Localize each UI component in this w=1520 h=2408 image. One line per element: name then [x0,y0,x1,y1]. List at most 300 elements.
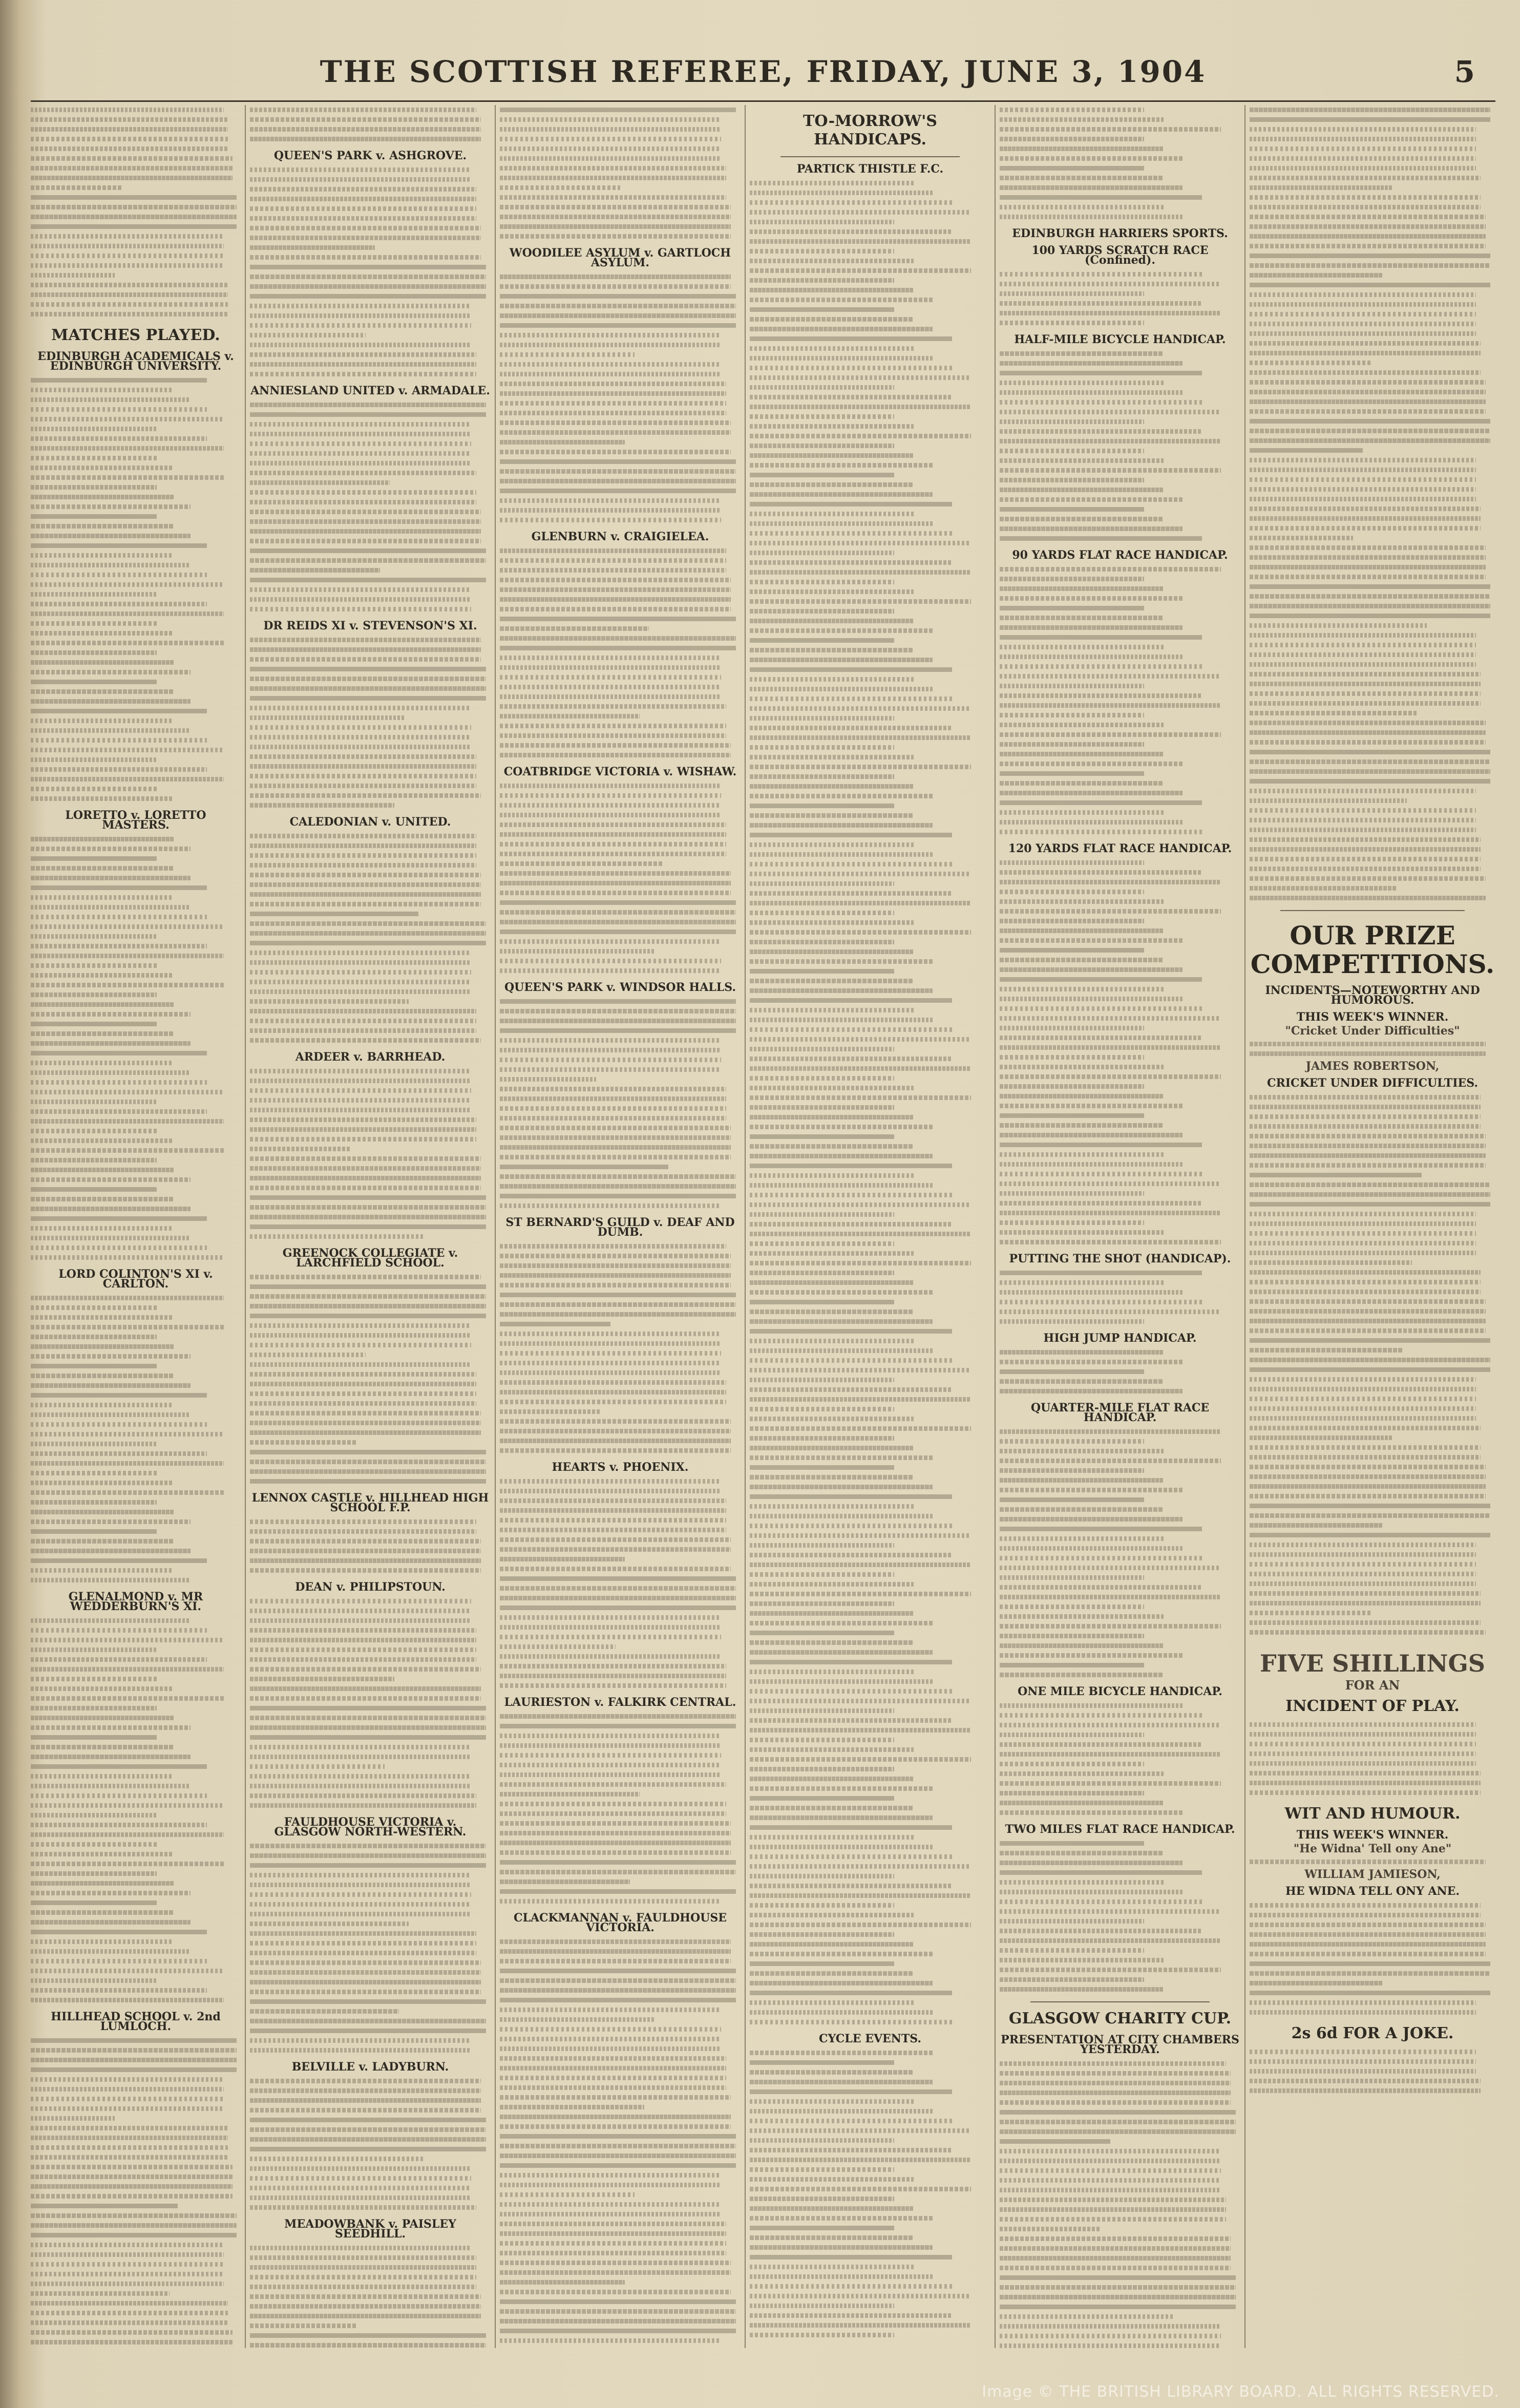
ink-bar [31,670,191,674]
ink-bar [250,2343,486,2348]
ink-bar [250,352,476,357]
ink-bar [31,787,157,791]
illegible-text-line [1000,1189,1240,1198]
ink-bar [1000,390,1183,395]
ink-bar [250,1479,486,1484]
illegible-text-line [1250,446,1495,455]
illegible-text-line [1000,1367,1240,1377]
ink-bar [500,1998,736,2002]
ink-bar [1250,156,1476,161]
illegible-text-line [1250,251,1495,261]
match-heading: QUEEN'S PARK v. WINDSOR HALLS. [504,981,736,994]
illegible-text-line [500,800,741,810]
illegible-text-line [1000,2175,1240,2185]
illegible-text-line [250,1606,491,1616]
illegible-text-line [31,784,241,794]
text-block [500,1937,741,2348]
illegible-text-line [1000,2127,1240,2137]
ink-bar [31,1920,191,1925]
illegible-text-line [250,458,491,468]
illegible-text-line [750,519,990,529]
illegible-text-line [750,402,990,412]
ink-bar [750,1981,933,1985]
ink-bar [250,1941,476,1946]
ink-bar [31,1374,174,1378]
ink-bar [31,1539,174,1544]
ink-bar [750,1806,914,1810]
illegible-text-line [250,272,491,282]
illegible-text-line [1000,358,1240,368]
ink-bar [750,210,971,215]
ink-bar [1000,2324,1221,2329]
illegible-text-line [1000,798,1240,808]
ink-bar [250,2304,481,2309]
ink-bar [1000,1546,1183,1551]
ink-bar [1000,1026,1144,1030]
illegible-text-line [31,395,241,405]
illegible-text-line [500,369,741,379]
ink-bar [1000,791,1183,795]
illegible-text-line [1000,926,1240,936]
illegible-text-line [500,1496,741,1506]
ink-bar [250,1166,481,1171]
illegible-text-line [750,567,990,577]
ink-bar [250,1019,476,1023]
illegible-text-line [750,509,990,519]
illegible-text-line [500,2024,741,2034]
ink-bar [250,568,380,573]
ink-bar [750,1747,914,1752]
illegible-text-line [250,1379,491,1389]
ink-bar [250,754,476,759]
illegible-text-line [250,752,491,762]
ink-bar [250,1519,476,1524]
ink-bar [1250,1913,1481,1917]
ink-bar [31,1686,174,1691]
illegible-text-line [500,956,741,966]
illegible-text-line [250,2272,491,2282]
ink-bar [750,453,914,458]
illegible-text-line [1000,193,1240,202]
ink-bar [250,1892,471,1897]
illegible-text-line [1000,1612,1240,1621]
ink-bar [750,288,914,292]
illegible-text-line [31,2221,241,2230]
ink-bar [500,939,721,944]
match-heading: LORETTO v. LORETTO MASTERS. [65,809,206,832]
illegible-text-line [750,1151,990,1161]
illegible-text-line [1000,1660,1240,1670]
illegible-text-line [1250,1209,1495,1219]
illegible-text-line [500,1152,741,1162]
ink-bar [250,2108,481,2113]
winning-title: "Cricket Under Difficulties" [1285,1024,1460,1038]
illegible-text-line [250,713,491,723]
ink-bar [1250,1231,1476,1236]
ink-bar [500,1096,726,1101]
ink-bar [500,156,721,161]
ink-bar [500,968,721,973]
illegible-text-line [500,1731,741,1741]
ink-bar [1250,1591,1481,1596]
illegible-text-line [1250,202,1495,212]
illegible-text-line [1250,757,1495,767]
ink-bar [250,2029,486,2033]
illegible-text-line [1000,2234,1240,2244]
ink-bar [250,343,471,347]
illegible-text-line [500,2287,741,2297]
illegible-text-line [1000,778,1240,788]
ink-bar [500,1615,721,1620]
illegible-text-line [500,2229,741,2238]
illegible-text-line [750,1093,990,1103]
illegible-text-line [31,2211,241,2221]
ink-bar [1250,2088,1481,2093]
ink-bar [500,323,736,328]
illegible-text-line [31,1194,241,1204]
ink-bar [750,2304,894,2308]
ink-bar [1250,1620,1481,1625]
illegible-text-line [31,941,241,951]
ink-bar [250,333,366,337]
illegible-text-line [500,721,741,731]
illegible-text-line [500,408,741,418]
ink-bar [500,1087,726,1091]
ink-bar [1250,1630,1486,1635]
ink-bar [250,490,476,495]
ink-bar [31,2165,233,2169]
ink-bar [250,2098,481,2103]
ink-bar [250,912,418,916]
ink-bar [250,1362,471,1367]
illegible-text-line [31,463,241,473]
ink-bar [500,1683,726,1688]
illegible-text-line [250,2096,491,2105]
illegible-text-line [1250,173,1495,183]
ink-bar [750,784,914,789]
illegible-text-line [31,1985,241,1995]
illegible-text-line [1000,1670,1240,1680]
illegible-text-line [31,1898,241,1908]
illegible-text-line [1000,2137,1240,2146]
illegible-text-line [500,1084,741,1094]
illegible-text-line [750,2165,990,2174]
ink-bar [750,1319,933,1324]
ink-bar [500,1028,736,1033]
illegible-text-line [750,1073,990,1083]
illegible-text-line [750,2077,990,2087]
illegible-text-line [31,1791,241,1801]
ink-bar [750,492,933,497]
illegible-text-line [500,937,741,946]
illegible-text-line [500,2258,741,2268]
illegible-text-line [500,231,741,241]
ink-bar [1250,2079,1481,2083]
ink-bar [750,765,971,769]
illegible-text-line [1000,681,1240,691]
illegible-text-line [1250,1472,1495,1482]
illegible-text-line [500,2141,741,2151]
illegible-text-line [250,233,491,243]
ink-bar [500,391,726,396]
illegible-text-line [500,781,741,791]
illegible-text-line [750,966,990,976]
illegible-text-line [500,1339,741,1348]
illegible-text-line [1000,1582,1240,1592]
ink-bar [750,1494,952,1499]
ink-bar [500,1448,731,1453]
illegible-text-line [1000,1514,1240,1524]
ink-bar [500,1203,721,1208]
illegible-text-line [31,1223,241,1233]
illegible-text-line [1000,1111,1240,1121]
ink-bar [250,989,471,994]
illegible-text-line [31,667,241,677]
illegible-text-line [750,314,990,324]
ink-bar [1250,789,1476,793]
illegible-text-line [750,636,990,645]
ink-bar [1250,623,1427,628]
ink-bar [500,382,726,386]
ink-bar [31,1628,207,1633]
ink-bar [250,1391,476,1396]
illegible-text-line [1250,1238,1495,1248]
ink-bar [250,1137,476,1142]
illegible-text-line [31,1146,241,1155]
ink-bar [1000,800,1202,805]
ink-bar [500,1606,736,1610]
ink-bar [250,2157,423,2161]
illegible-text-line [1250,815,1495,825]
ink-bar [500,518,721,522]
illegible-text-line [750,791,990,801]
illegible-text-line [1000,1228,1240,1237]
illegible-text-line [750,2204,990,2213]
illegible-text-line [1250,261,1495,270]
ink-bar [750,1757,971,1762]
ink-bar [1000,1527,1202,1531]
ink-bar [1250,477,1476,482]
ink-bar [500,2192,635,2197]
ink-bar [1250,1251,1476,1255]
illegible-text-line [750,1395,990,1404]
illegible-text-line [500,1045,741,1055]
illegible-text-line [750,1686,990,1696]
illegible-text-line [500,1681,741,1691]
illegible-text-line [500,830,741,839]
ink-bar [31,2262,224,2267]
illegible-text-line [250,194,491,204]
ink-bar [250,422,471,427]
illegible-text-line [31,1058,241,1068]
column-rule [495,105,496,2348]
illegible-text-line [1250,562,1495,572]
illegible-text-line [750,1317,990,1326]
illegible-text-line [500,2112,741,2122]
ink-bar [500,1654,721,1659]
ink-bar [1250,652,1476,657]
illegible-text-line [750,353,990,363]
winner-name: JAMES ROBERTSON, [1305,1060,1440,1073]
text-block [250,831,491,1045]
illegible-text-line [500,360,741,369]
illegible-text-line [500,1436,741,1446]
illegible-text-line [250,214,491,223]
illegible-text-line [250,1958,491,1968]
ink-bar [1000,1459,1221,1463]
illegible-text-line [1250,1452,1495,1462]
ink-bar [500,459,736,464]
ink-bar [500,753,731,757]
illegible-text-line [500,457,741,467]
illegible-text-line [1250,416,1495,426]
ink-bar [750,619,914,623]
ink-bar [750,804,894,808]
ink-bar [1250,176,1481,180]
ink-bar [1000,2314,1173,2319]
illegible-text-line [31,434,241,443]
handicap-table [1000,269,1240,328]
illegible-text-line [1250,1569,1495,1579]
illegible-text-line [31,1243,241,1253]
ink-bar [500,1155,731,1159]
illegible-text-line [250,732,491,742]
ink-bar [500,694,721,699]
illegible-text-line [500,810,741,820]
ink-bar [1250,380,1486,385]
ink-bar [500,813,721,817]
illegible-text-line [750,246,990,256]
ink-bar [750,278,894,283]
ink-bar [750,1105,894,1110]
ink-bar [250,587,471,592]
ink-bar [500,558,726,563]
ink-bar [750,2196,894,2201]
illegible-text-line [750,2126,990,2136]
ink-bar [31,1510,174,1514]
illegible-text-line [31,1674,241,1684]
ink-bar [31,1255,224,1260]
ink-bar [750,1202,971,1207]
illegible-text-line [500,1006,741,1016]
ink-bar [1000,567,1221,572]
ink-bar [1250,526,1481,531]
ink-bar [31,1305,157,1310]
ink-bar [31,254,224,258]
illegible-text-line [31,2318,241,2328]
ink-bar [1250,254,1490,258]
ink-bar [31,660,174,665]
illegible-text-line [31,1410,241,1420]
ink-bar [1250,565,1486,569]
ink-bar [1000,1713,1202,1718]
text-block [250,165,491,379]
illegible-text-line [31,1995,241,2005]
ink-bar [500,733,726,738]
illegible-text-line [750,237,990,246]
illegible-text-line [500,173,741,183]
illegible-text-line [500,556,741,565]
ink-bar [500,1009,736,1013]
illegible-text-line [750,1540,990,1550]
illegible-text-line [31,193,241,202]
ink-bar [750,1426,971,1431]
ink-bar [1000,742,1144,747]
illegible-text-line [31,1204,241,1214]
illegible-text-line [31,902,241,912]
ink-bar [1000,919,1144,923]
illegible-text-line [250,1134,491,1144]
illegible-text-line [500,1123,741,1133]
ink-bar [1000,1536,1164,1541]
ink-bar [750,1913,914,1917]
illegible-text-line [31,1713,241,1723]
illegible-text-line [250,1703,491,1713]
illegible-text-line [250,1438,491,1447]
illegible-text-line [750,927,990,937]
illegible-text-line [1250,806,1495,815]
illegible-text-line [1000,1004,1240,1013]
illegible-text-line [31,1801,241,1810]
illegible-text-line [31,1361,241,1371]
illegible-text-line [750,2106,990,2116]
ink-bar [1250,672,1481,677]
illegible-text-line [250,243,491,252]
ink-bar [250,1382,476,1386]
illegible-text-line [1000,1720,1240,1730]
ink-bar [1000,1791,1144,1796]
illegible-text-line [500,1113,741,1123]
ink-bar [31,2116,115,2121]
ink-bar [750,1280,914,1285]
illegible-text-line [500,2015,741,2024]
ink-bar [1000,1968,1221,1972]
ink-bar [500,2212,721,2216]
ink-bar [1250,1042,1486,1046]
ink-bar [250,1793,476,1798]
ink-bar [750,580,894,584]
ink-bar [1250,536,1353,540]
illegible-text-line [1000,584,1240,594]
ink-bar [1000,1517,1183,1522]
match-heading: DEAN v. PHILIPSTOUN. [295,1580,446,1594]
illegible-text-line [750,1229,990,1239]
illegible-text-line [1250,387,1495,397]
ink-bar [750,1621,933,1625]
illegible-text-line [1000,1965,1240,1975]
illegible-text-line [750,1180,990,1190]
illegible-text-line [31,1400,241,1410]
illegible-text-line [250,1428,491,1438]
ink-bar [31,1442,157,1446]
ink-bar [750,2284,952,2289]
illegible-text-line [1000,436,1240,446]
ink-bar [1000,1319,1144,1324]
match-heading: HILLHEAD SCHOOL v. 2nd LUMLOCH. [51,2010,221,2033]
illegible-text-line [1000,202,1240,212]
illegible-text-line [1000,308,1240,318]
illegible-text-line [1000,1208,1240,1218]
illegible-text-line [31,492,241,502]
ink-bar [31,944,207,948]
ink-bar [1000,1016,1221,1021]
ink-bar [500,1351,721,1356]
illegible-text-line [750,227,990,237]
ink-bar [500,146,721,151]
ink-bar [250,1127,476,1132]
illegible-text-line [250,1350,491,1360]
ink-bar [1000,1890,1183,1894]
